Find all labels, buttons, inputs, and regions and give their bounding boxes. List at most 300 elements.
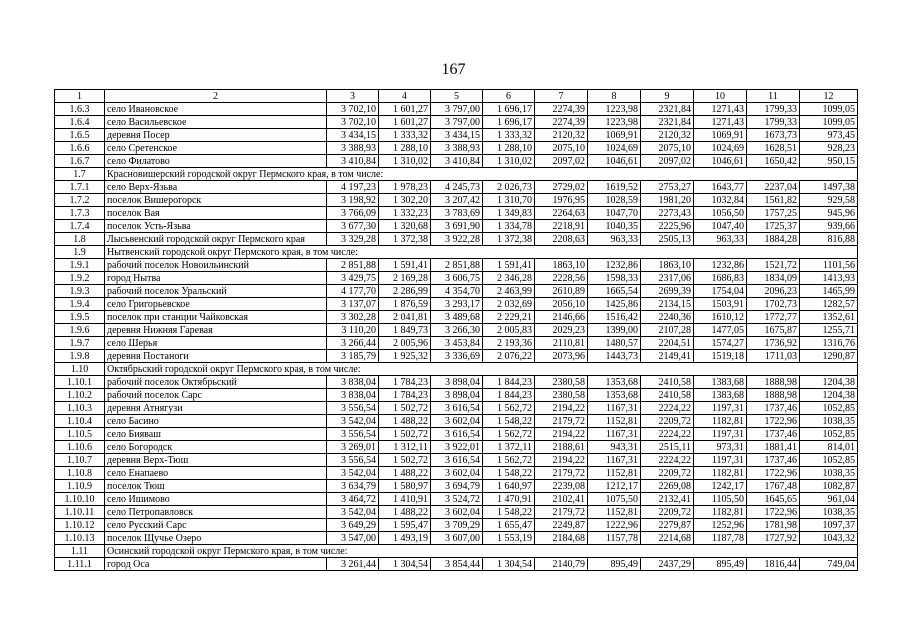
settlement-name: село Григорьевское (105, 298, 327, 311)
value-col-12: 1038,35 (800, 506, 858, 519)
value-col-10: 1574,27 (694, 337, 747, 350)
value-col-3: 3 649,29 (327, 519, 379, 532)
value-col-9: 2410,58 (641, 389, 694, 402)
row-code: 1.8 (55, 233, 105, 246)
value-col-3: 3 269,01 (327, 441, 379, 454)
row-code: 1.10.10 (55, 493, 105, 506)
settlement-name: Лысьвенский городской округ Пермского края (105, 233, 327, 246)
value-col-5: 3 489,68 (431, 311, 483, 324)
value-col-12: 1052,85 (800, 402, 858, 415)
value-col-12: 1282,57 (800, 298, 858, 311)
value-col-10: 1069,91 (694, 129, 747, 142)
table-header-row (55, 90, 858, 103)
value-col-6: 1 288,10 (483, 142, 535, 155)
value-col-11: 1737,46 (747, 454, 800, 467)
table-row (55, 428, 858, 441)
value-col-7: 2179,72 (535, 467, 588, 480)
value-col-10: 1252,96 (694, 519, 747, 532)
table-row (55, 194, 858, 207)
value-col-9: 2209,72 (641, 506, 694, 519)
value-col-8: 1152,81 (588, 415, 641, 428)
value-col-4: 1 849,73 (379, 324, 431, 337)
value-col-6: 1 655,47 (483, 519, 535, 532)
value-col-8: 1353,68 (588, 389, 641, 402)
value-col-11: 1834,09 (747, 272, 800, 285)
value-col-6: 1 548,22 (483, 415, 535, 428)
table-row (55, 324, 858, 337)
row-code: 1.10.6 (55, 441, 105, 454)
value-col-4: 1 410,91 (379, 493, 431, 506)
row-code: 1.11.1 (55, 558, 105, 571)
row-code: 1.10.7 (55, 454, 105, 467)
value-col-8: 1443,73 (588, 350, 641, 363)
table-row (55, 129, 858, 142)
value-col-7: 2120,32 (535, 129, 588, 142)
row-code: 1.9 (55, 246, 105, 259)
header-cell-9: 9 (641, 90, 694, 103)
row-code: 1.9.4 (55, 298, 105, 311)
row-code: 1.9.8 (55, 350, 105, 363)
value-col-9: 2273,43 (641, 207, 694, 220)
settlement-name: село Богородск (105, 441, 327, 454)
value-col-5: 3 410,84 (431, 155, 483, 168)
table-row (55, 272, 858, 285)
value-col-12: 1352,61 (800, 311, 858, 324)
value-col-3: 4 197,23 (327, 181, 379, 194)
table-row (55, 285, 858, 298)
value-col-6: 1 562,72 (483, 454, 535, 467)
value-col-8: 963,33 (588, 233, 641, 246)
table-row (55, 142, 858, 155)
header-cell-10: 10 (694, 90, 747, 103)
row-code: 1.6.4 (55, 116, 105, 129)
value-col-4: 1 601,27 (379, 103, 431, 116)
value-col-12: 816,88 (800, 233, 858, 246)
value-col-5: 3 207,42 (431, 194, 483, 207)
value-col-11: 1722,96 (747, 415, 800, 428)
value-col-12: 1038,35 (800, 467, 858, 480)
page-number: 167 (441, 61, 466, 78)
value-col-7: 2184,68 (535, 532, 588, 545)
value-col-5: 3 434,15 (431, 129, 483, 142)
value-col-7: 2218,91 (535, 220, 588, 233)
row-code: 1.9.2 (55, 272, 105, 285)
section-row (55, 246, 858, 259)
value-col-3: 3 556,54 (327, 428, 379, 441)
value-col-3: 3 556,54 (327, 454, 379, 467)
value-col-4: 1 580,97 (379, 480, 431, 493)
value-col-8: 1222,96 (588, 519, 641, 532)
row-code: 1.10.12 (55, 519, 105, 532)
value-col-11: 1561,82 (747, 194, 800, 207)
section-row (55, 168, 858, 181)
value-col-6: 2 193,36 (483, 337, 535, 350)
value-col-6: 1 640,97 (483, 480, 535, 493)
value-col-5: 3 797,00 (431, 103, 483, 116)
value-col-6: 2 346,28 (483, 272, 535, 285)
value-col-3: 4 177,70 (327, 285, 379, 298)
value-col-11: 1725,37 (747, 220, 800, 233)
settlement-name: село Енапаево (105, 467, 327, 480)
value-col-9: 2240,36 (641, 311, 694, 324)
table-row (55, 207, 858, 220)
value-col-4: 2 169,28 (379, 272, 431, 285)
value-col-12: 1255,71 (800, 324, 858, 337)
value-col-10: 1182,81 (694, 415, 747, 428)
settlement-name: село Ивановское (105, 103, 327, 116)
value-col-11: 1799,33 (747, 116, 800, 129)
value-col-3: 3 677,30 (327, 220, 379, 233)
row-code: 1.9.5 (55, 311, 105, 324)
value-col-11: 1816,44 (747, 558, 800, 571)
value-col-6: 1 696,17 (483, 103, 535, 116)
value-col-10: 1046,61 (694, 155, 747, 168)
value-col-7: 2194,22 (535, 402, 588, 415)
value-col-10: 1519,18 (694, 350, 747, 363)
value-col-6: 1 844,23 (483, 389, 535, 402)
settlement-name: село Васильевское (105, 116, 327, 129)
value-col-9: 2097,02 (641, 155, 694, 168)
value-col-6: 1 372,11 (483, 441, 535, 454)
settlement-name: деревня Посер (105, 129, 327, 142)
value-col-9: 2149,41 (641, 350, 694, 363)
value-col-3: 3 542,04 (327, 415, 379, 428)
value-col-12: 950,15 (800, 155, 858, 168)
value-col-7: 2274,39 (535, 103, 588, 116)
value-col-8: 1212,17 (588, 480, 641, 493)
row-code: 1.10.5 (55, 428, 105, 441)
value-col-10: 1503,91 (694, 298, 747, 311)
value-col-7: 2146,66 (535, 311, 588, 324)
value-col-9: 2321,84 (641, 116, 694, 129)
value-col-12: 1204,38 (800, 389, 858, 402)
value-col-10: 1182,81 (694, 506, 747, 519)
header-cell-7: 7 (535, 90, 588, 103)
settlement-name: село Петропавловск (105, 506, 327, 519)
value-col-4: 1 488,22 (379, 415, 431, 428)
settlement-name: деревня Постаноги (105, 350, 327, 363)
section-title: Нытвенский городской округ Пермского края, в том числе: (105, 246, 858, 259)
value-col-6: 2 005,83 (483, 324, 535, 337)
row-code: 1.7.1 (55, 181, 105, 194)
value-col-3: 3 261,44 (327, 558, 379, 571)
section-title: Осинский городской округ Пермского края, в том числе: (105, 545, 858, 558)
value-col-5: 3 898,04 (431, 389, 483, 402)
row-code: 1.10.8 (55, 467, 105, 480)
row-code: 1.10.2 (55, 389, 105, 402)
value-col-9: 2279,87 (641, 519, 694, 532)
value-col-9: 2321,84 (641, 103, 694, 116)
value-col-5: 3 691,90 (431, 220, 483, 233)
settlement-name: поселок Вая (105, 207, 327, 220)
table-row (55, 493, 858, 506)
row-code: 1.10.11 (55, 506, 105, 519)
value-col-12: 749,04 (800, 558, 858, 571)
value-col-9: 1863,10 (641, 259, 694, 272)
value-col-8: 1024,69 (588, 142, 641, 155)
value-col-7: 2610,89 (535, 285, 588, 298)
table-row (55, 415, 858, 428)
value-col-8: 943,31 (588, 441, 641, 454)
value-col-8: 1069,91 (588, 129, 641, 142)
row-code: 1.9.6 (55, 324, 105, 337)
value-col-6: 1 553,19 (483, 532, 535, 545)
value-col-4: 1 502,72 (379, 454, 431, 467)
value-col-12: 1101,56 (800, 259, 858, 272)
value-col-9: 2699,39 (641, 285, 694, 298)
value-col-5: 3 898,04 (431, 376, 483, 389)
value-col-9: 2209,72 (641, 467, 694, 480)
settlement-name: деревня Верх-Тюш (105, 454, 327, 467)
value-col-12: 961,04 (800, 493, 858, 506)
value-col-3: 3 547,00 (327, 532, 379, 545)
value-col-4: 1 978,23 (379, 181, 431, 194)
row-code: 1.6.6 (55, 142, 105, 155)
value-col-4: 1 310,02 (379, 155, 431, 168)
table-row (55, 337, 858, 350)
value-col-9: 2317,06 (641, 272, 694, 285)
value-col-8: 1167,31 (588, 428, 641, 441)
value-col-5: 4 354,70 (431, 285, 483, 298)
value-col-7: 2073,96 (535, 350, 588, 363)
value-col-4: 1 488,22 (379, 467, 431, 480)
value-col-5: 3 922,01 (431, 441, 483, 454)
value-col-6: 1 334,78 (483, 220, 535, 233)
table-row (55, 155, 858, 168)
header-cell-1: 1 (55, 90, 105, 103)
value-col-8: 1157,78 (588, 532, 641, 545)
value-col-10: 1024,69 (694, 142, 747, 155)
table-row (55, 233, 858, 246)
value-col-3: 3 766,09 (327, 207, 379, 220)
value-col-9: 2224,22 (641, 454, 694, 467)
value-col-12: 1413,93 (800, 272, 858, 285)
value-col-12: 1082,87 (800, 480, 858, 493)
settlement-name: поселок Щучье Озеро (105, 532, 327, 545)
value-col-3: 3 410,84 (327, 155, 379, 168)
settlement-name: село Верх-Язьва (105, 181, 327, 194)
value-col-8: 1223,98 (588, 103, 641, 116)
value-col-12: 928,23 (800, 142, 858, 155)
table-row (55, 506, 858, 519)
value-col-10: 1271,43 (694, 116, 747, 129)
value-col-3: 3 702,10 (327, 103, 379, 116)
value-col-8: 1167,31 (588, 402, 641, 415)
value-col-7: 2380,58 (535, 376, 588, 389)
value-col-9: 2437,29 (641, 558, 694, 571)
value-col-3: 3 434,15 (327, 129, 379, 142)
value-col-11: 2096,23 (747, 285, 800, 298)
value-col-4: 1 304,54 (379, 558, 431, 571)
value-col-3: 3 464,72 (327, 493, 379, 506)
value-col-3: 3 388,93 (327, 142, 379, 155)
value-col-10: 1754,04 (694, 285, 747, 298)
value-col-8: 1480,57 (588, 337, 641, 350)
value-col-5: 3 616,54 (431, 454, 483, 467)
value-col-4: 1 488,22 (379, 506, 431, 519)
value-col-8: 1353,68 (588, 376, 641, 389)
value-col-5: 3 336,69 (431, 350, 483, 363)
value-col-12: 1290,87 (800, 350, 858, 363)
value-col-5: 3 783,69 (431, 207, 483, 220)
value-col-7: 2228,56 (535, 272, 588, 285)
section-row (55, 363, 858, 376)
settlement-name: поселок Усть-Язьва (105, 220, 327, 233)
value-col-3: 3 634,79 (327, 480, 379, 493)
table-row (55, 181, 858, 194)
value-col-12: 1097,37 (800, 519, 858, 532)
value-col-4: 1 502,72 (379, 402, 431, 415)
row-code: 1.10.1 (55, 376, 105, 389)
value-col-9: 2224,22 (641, 402, 694, 415)
table-row (55, 519, 858, 532)
value-col-11: 1650,42 (747, 155, 800, 168)
table-row (55, 298, 858, 311)
row-code: 1.6.3 (55, 103, 105, 116)
value-col-10: 1643,77 (694, 181, 747, 194)
row-code: 1.10.4 (55, 415, 105, 428)
value-col-6: 1 548,22 (483, 467, 535, 480)
value-col-9: 2209,72 (641, 415, 694, 428)
settlement-name: рабочий поселок Сарс (105, 389, 327, 402)
settlement-name: поселок при станции Чайковская (105, 311, 327, 324)
value-col-12: 929,58 (800, 194, 858, 207)
value-col-11: 1772,77 (747, 311, 800, 324)
value-col-5: 3 922,28 (431, 233, 483, 246)
settlement-name: рабочий поселок Октябрьский (105, 376, 327, 389)
value-col-6: 1 548,22 (483, 506, 535, 519)
value-col-12: 1099,05 (800, 116, 858, 129)
value-col-11: 1767,48 (747, 480, 800, 493)
value-col-11: 1727,92 (747, 532, 800, 545)
row-code: 1.10 (55, 363, 105, 376)
table-row (55, 220, 858, 233)
header-cell-4: 4 (379, 90, 431, 103)
value-col-8: 1223,98 (588, 116, 641, 129)
value-col-4: 1 595,47 (379, 519, 431, 532)
value-col-7: 1976,95 (535, 194, 588, 207)
value-col-3: 3 137,07 (327, 298, 379, 311)
value-col-12: 1043,32 (800, 532, 858, 545)
value-col-3: 3 302,28 (327, 311, 379, 324)
value-col-6: 1 844,23 (483, 376, 535, 389)
value-col-10: 963,33 (694, 233, 747, 246)
table-row (55, 376, 858, 389)
value-col-5: 3 602,04 (431, 467, 483, 480)
value-col-6: 1 696,17 (483, 116, 535, 129)
value-col-10: 1271,43 (694, 103, 747, 116)
value-col-9: 2515,11 (641, 441, 694, 454)
value-col-8: 1152,81 (588, 467, 641, 480)
value-col-5: 3 606,75 (431, 272, 483, 285)
value-col-9: 2120,32 (641, 129, 694, 142)
value-col-8: 1028,59 (588, 194, 641, 207)
value-col-7: 2102,41 (535, 493, 588, 506)
value-col-4: 1 493,19 (379, 532, 431, 545)
value-col-5: 2 851,88 (431, 259, 483, 272)
value-col-3: 3 702,10 (327, 116, 379, 129)
value-col-11: 1675,87 (747, 324, 800, 337)
value-col-7: 2380,58 (535, 389, 588, 402)
value-col-4: 2 286,99 (379, 285, 431, 298)
value-col-3: 3 556,54 (327, 402, 379, 415)
value-col-10: 1032,84 (694, 194, 747, 207)
value-col-5: 3 854,44 (431, 558, 483, 571)
value-col-12: 1497,38 (800, 181, 858, 194)
value-col-7: 2029,23 (535, 324, 588, 337)
value-col-12: 973,45 (800, 129, 858, 142)
value-col-6: 1 372,38 (483, 233, 535, 246)
value-col-10: 1686,83 (694, 272, 747, 285)
value-col-8: 1619,52 (588, 181, 641, 194)
row-code: 1.9.1 (55, 259, 105, 272)
value-col-4: 1 601,27 (379, 116, 431, 129)
value-col-3: 2 851,88 (327, 259, 379, 272)
value-col-7: 2264,63 (535, 207, 588, 220)
value-col-8: 1665,54 (588, 285, 641, 298)
value-col-3: 3 198,92 (327, 194, 379, 207)
value-col-8: 895,49 (588, 558, 641, 571)
value-col-12: 1099,05 (800, 103, 858, 116)
value-col-3: 3 185,79 (327, 350, 379, 363)
value-col-9: 2753,27 (641, 181, 694, 194)
tariff-table (54, 89, 858, 571)
value-col-9: 2075,10 (641, 142, 694, 155)
value-col-3: 3 266,44 (327, 337, 379, 350)
settlement-name: рабочий поселок Уральский (105, 285, 327, 298)
value-col-10: 1232,86 (694, 259, 747, 272)
value-col-5: 3 266,30 (431, 324, 483, 337)
value-col-12: 1316,76 (800, 337, 858, 350)
value-col-7: 2179,72 (535, 506, 588, 519)
row-code: 1.7.4 (55, 220, 105, 233)
header-cell-5: 5 (431, 90, 483, 103)
row-code: 1.7 (55, 168, 105, 181)
value-col-10: 895,49 (694, 558, 747, 571)
value-col-8: 1232,86 (588, 259, 641, 272)
value-col-11: 1628,51 (747, 142, 800, 155)
row-code: 1.11 (55, 545, 105, 558)
value-col-11: 1888,98 (747, 389, 800, 402)
value-col-7: 2075,10 (535, 142, 588, 155)
value-col-11: 1881,41 (747, 441, 800, 454)
header-cell-2: 2 (105, 90, 327, 103)
value-col-5: 3 602,04 (431, 506, 483, 519)
value-col-5: 3 388,93 (431, 142, 483, 155)
value-col-8: 1152,81 (588, 506, 641, 519)
value-col-3: 3 542,04 (327, 467, 379, 480)
value-col-9: 1981,20 (641, 194, 694, 207)
table-row (55, 116, 858, 129)
settlement-name: село Сретенское (105, 142, 327, 155)
value-col-5: 3 453,84 (431, 337, 483, 350)
table-row (55, 441, 858, 454)
value-col-10: 1047,40 (694, 220, 747, 233)
value-col-10: 1187,78 (694, 532, 747, 545)
row-code: 1.6.5 (55, 129, 105, 142)
value-col-8: 1046,61 (588, 155, 641, 168)
row-code: 1.9.3 (55, 285, 105, 298)
value-col-5: 3 694,79 (431, 480, 483, 493)
value-col-6: 1 562,72 (483, 428, 535, 441)
value-col-5: 3 709,29 (431, 519, 483, 532)
header-cell-12: 12 (800, 90, 858, 103)
header-cell-6: 6 (483, 90, 535, 103)
value-col-4: 1 312,11 (379, 441, 431, 454)
value-col-5: 3 616,54 (431, 402, 483, 415)
value-col-6: 2 026,73 (483, 181, 535, 194)
value-col-7: 2179,72 (535, 415, 588, 428)
